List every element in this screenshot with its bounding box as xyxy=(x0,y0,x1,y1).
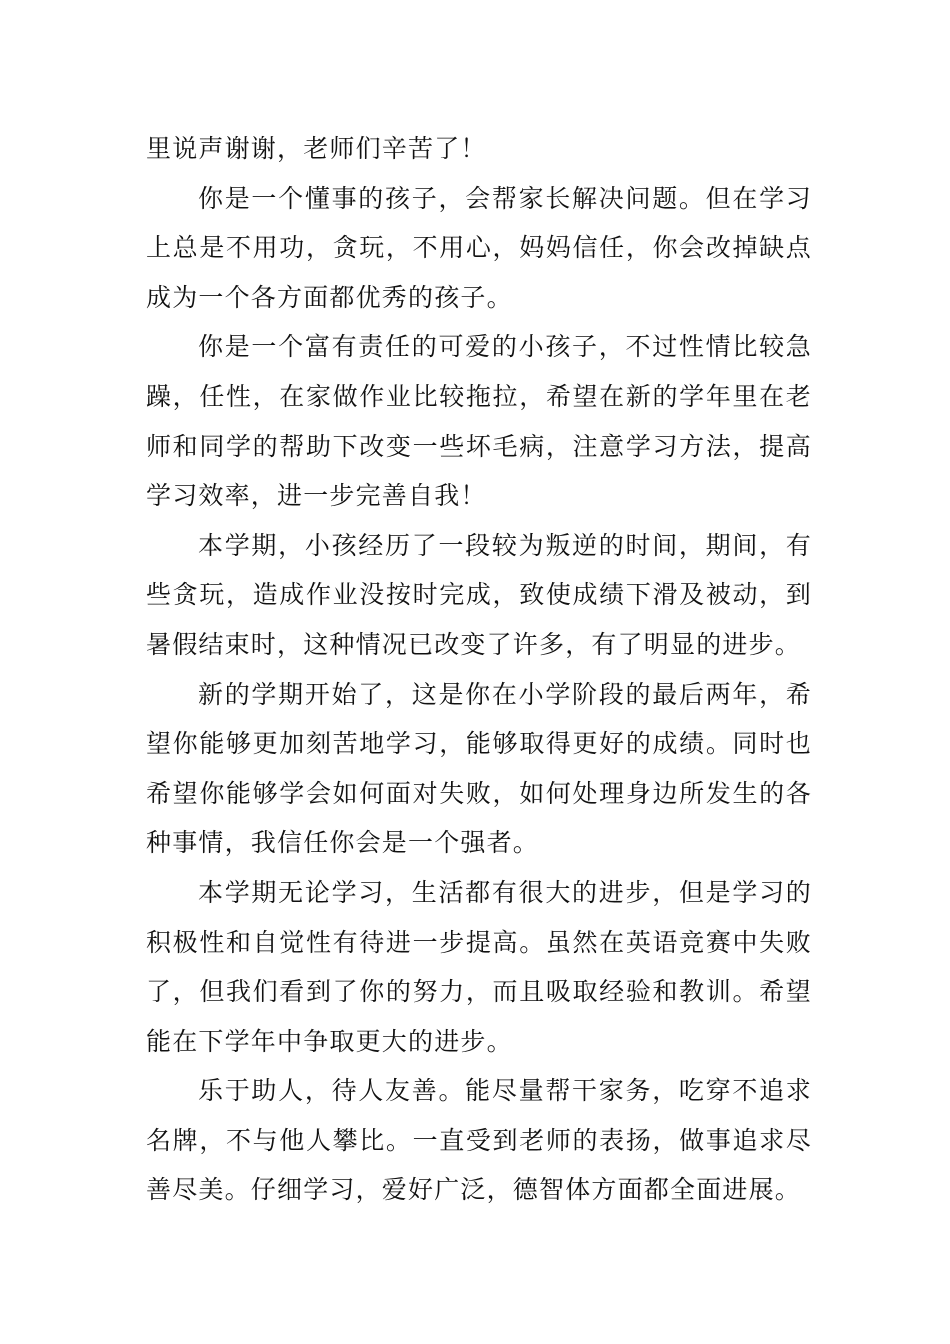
paragraph: 本学期，小孩经历了一段较为叛逆的时间，期间，有些贪玩，造成作业没按时完成，致使成绩下滑及被动，到暑假结束时，这种情况已改变了许多，有了明显的进步。 xyxy=(146,530,812,659)
paragraph: 你是一个富有责任的可爱的小孩子，不过性情比较急躁，任性，在家做作业比较拖拉，希望在新的学年里在老师和同学的帮助下改变一些坏毛病，注意学习方法，提高学习效率，进一步完善自我！ xyxy=(146,332,812,511)
paragraph: 你是一个懂事的孩子，会帮家长解决问题。但在学习上总是不用功，贪玩，不用心，妈妈信任，你会改掉缺点成为一个各方面都优秀的孩子。 xyxy=(146,183,812,312)
paragraph: 本学期无论学习，生活都有很大的进步，但是学习的积极性和自觉性有待进一步提高。虽然在英语竞赛中失败了，但我们看到了你的努力，而且吸取经验和教训。希望能在下学年中争取更大的进步。 xyxy=(146,877,812,1056)
paragraph: 新的学期开始了，这是你在小学阶段的最后两年，希望你能够更加刻苦地学习，能够取得更好的成绩。同时也希望你能够学会如何面对失败，如何处理身边所发生的各种事情，我信任你会是一个强者。 xyxy=(146,679,812,858)
paragraph-continuation: 里说声谢谢，老师们辛苦了！ xyxy=(146,134,487,163)
document-body xyxy=(146,124,812,1215)
paragraph: 乐于助人，待人友善。能尽量帮干家务，吃穿不追求名牌，不与他人攀比。一直受到老师的表扬，做事追求尽善尽美。仔细学习，爱好广泛，德智体方面都全面进展。 xyxy=(146,1076,812,1205)
